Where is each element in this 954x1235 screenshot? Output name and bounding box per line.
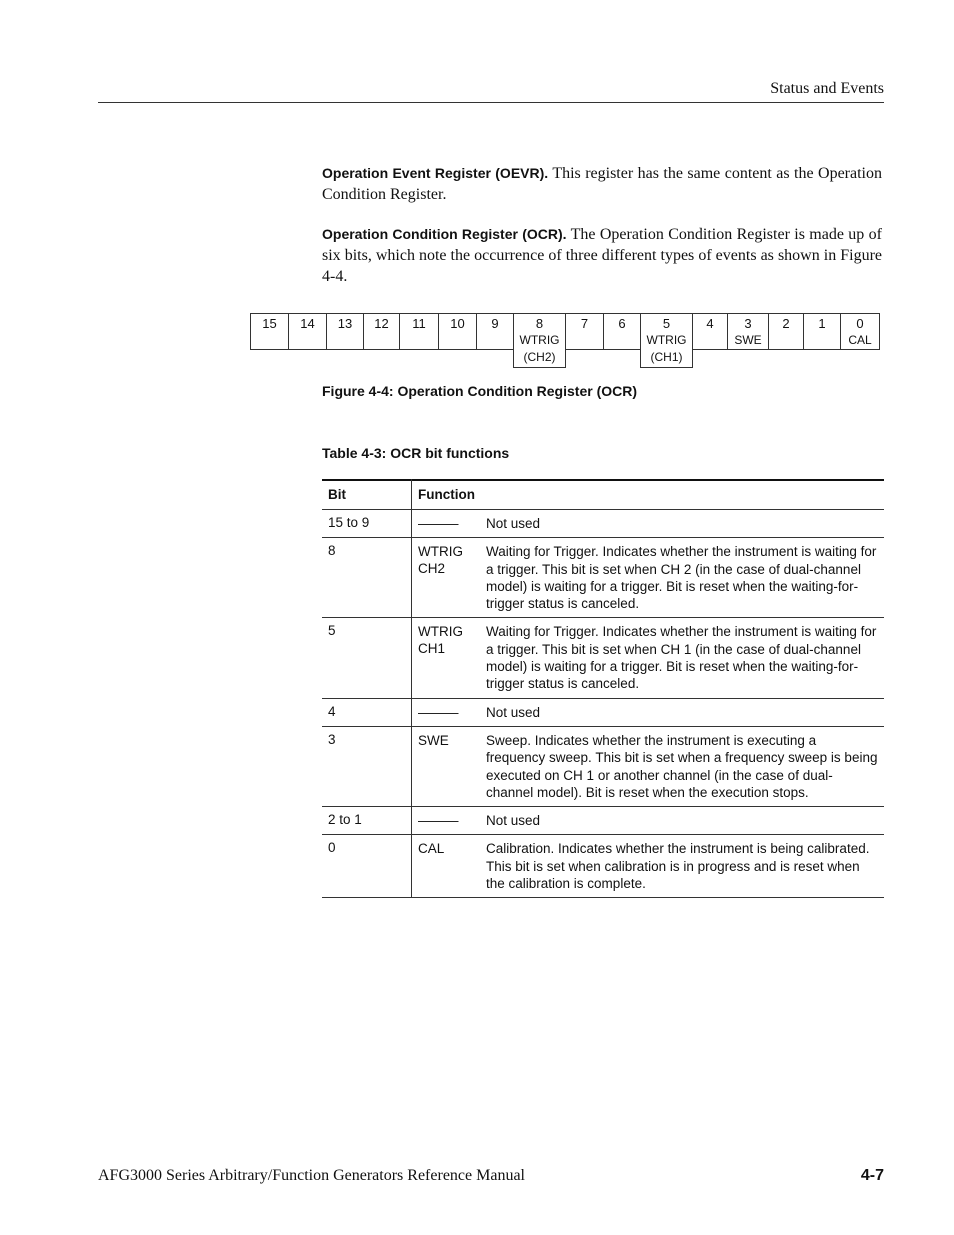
table-row xyxy=(322,538,884,618)
bit-number: 4 xyxy=(706,316,714,331)
bit-number: 13 xyxy=(337,316,353,331)
bit-number: 9 xyxy=(491,316,499,331)
paragraph-body: The Operation Condition Register is made up of six bits, which note the occurrence of three different types of events as shown in Figure 4-4. xyxy=(322,226,882,285)
bit-channel: (CH2) xyxy=(523,350,556,364)
function-description-cell: Waiting for Trigger. Indicates whether the instrument is waiting for a trigger. This bit is set when CH 1 (in the case of dual-channel model) is waiting for a trigger. Bit is reset when the waiting-for-trigger status is canceled. xyxy=(486,624,877,692)
bit-name: SWE xyxy=(734,333,762,347)
register-bit-9 xyxy=(476,313,514,350)
bit-number: 15 xyxy=(262,316,277,331)
table-caption: Table 4-3: OCR bit functions xyxy=(322,445,510,461)
table-row xyxy=(322,727,884,807)
register-bit-0 xyxy=(840,313,880,350)
register-bit-2 xyxy=(768,313,804,350)
column-divider xyxy=(411,479,412,898)
register-bit-3 xyxy=(727,313,769,350)
function-description-cell: Calibration. Indicates whether the instrument is being calibrated. This bit is set when calibration is in progress and is reset when the calibration is complete. xyxy=(486,841,870,892)
bit-number: 2 xyxy=(782,316,790,331)
table-row xyxy=(322,835,884,898)
function-name-cell: SWE xyxy=(418,732,449,748)
function-description-cell: Not used xyxy=(486,704,541,720)
register-bit-14 xyxy=(288,313,327,350)
function-description-cell: Waiting for Trigger. Indicates whether the instrument is waiting for a trigger. This bit is set when CH 2 (in the case of dual-channel model) is waiting for a trigger. Bit is reset when the waiting-for-trigger status is canceled. xyxy=(486,544,877,612)
function-name-cell: WTRIG CH1 xyxy=(418,624,463,657)
register-bit-15 xyxy=(250,313,289,350)
register-bit-12 xyxy=(363,313,400,350)
function-name-cell: CAL xyxy=(418,841,445,857)
bit-number: 6 xyxy=(618,316,626,331)
bit-number: 0 xyxy=(856,316,864,331)
function-name-cell: ——— xyxy=(418,813,459,829)
register-bit-4 xyxy=(692,313,728,350)
page-number: 4-7 xyxy=(860,1167,884,1184)
bit-name: WTRIG xyxy=(519,333,560,347)
register-bit-10 xyxy=(438,313,477,350)
bit-cell: 15 to 9 xyxy=(328,515,370,530)
header-section: Status and Events xyxy=(770,80,884,97)
bit-cell: 4 xyxy=(328,703,336,719)
table-row xyxy=(322,618,884,698)
bit-number: 14 xyxy=(300,316,315,331)
register-bit-13 xyxy=(326,313,364,350)
table-row xyxy=(322,699,884,727)
header-rule xyxy=(98,102,884,103)
function-name-cell: ——— xyxy=(418,704,459,720)
register-bit-1 xyxy=(803,313,841,350)
bit-number: 3 xyxy=(744,316,752,331)
bit-number: 5 xyxy=(662,316,671,331)
register-bit-5 xyxy=(640,313,693,368)
paragraph-ocr xyxy=(322,224,882,287)
figure-caption: Figure 4-4: Operation Condition Register (OCR) xyxy=(322,383,638,399)
bit-cell: 8 xyxy=(328,543,336,559)
bit-number: 10 xyxy=(450,316,465,331)
bit-number: 11 xyxy=(412,316,426,331)
table-row xyxy=(322,807,884,835)
bit-channel: (CH1) xyxy=(650,350,683,364)
column-header-function: Function xyxy=(418,487,475,502)
paragraph-oevr xyxy=(322,163,882,205)
register-diagram xyxy=(250,313,880,369)
bit-cell: 5 xyxy=(328,623,336,639)
register-bit-8 xyxy=(513,313,566,368)
bit-cell: 3 xyxy=(328,731,336,747)
register-bit-6 xyxy=(603,313,641,350)
register-bit-7 xyxy=(565,313,604,350)
bit-name: WTRIG xyxy=(646,333,687,347)
bit-number: 12 xyxy=(374,316,389,331)
bit-number: 1 xyxy=(818,316,826,331)
function-name-cell: WTRIG CH2 xyxy=(418,544,463,577)
table-row xyxy=(322,510,884,538)
function-description-cell: Not used xyxy=(486,516,541,531)
function-name-cell: ——— xyxy=(418,516,459,531)
paragraph-lead: Operation Event Register (OEVR). xyxy=(322,165,549,181)
register-bit-11 xyxy=(399,313,439,350)
ocr-bit-table xyxy=(322,479,884,898)
bit-cell: 0 xyxy=(328,840,336,856)
column-header-bit: Bit xyxy=(328,487,346,502)
function-description-cell: Sweep. Indicates whether the instrument is executing a frequency sweep. This bit is set when a frequency sweep is being executed on CH 1 or another channel (in the case of dual-channel model). Bit is reset when the execution stops. xyxy=(486,732,878,800)
bit-number: 8 xyxy=(535,316,544,331)
function-description-cell: Not used xyxy=(486,813,541,829)
bit-name: CAL xyxy=(848,333,872,347)
bit-number: 7 xyxy=(580,316,589,331)
table-header xyxy=(322,479,884,510)
footer-title: AFG3000 Series Arbitrary/Function Generators Reference Manual xyxy=(98,1167,525,1184)
bit-cell: 2 to 1 xyxy=(328,812,362,828)
paragraph-lead: Operation Condition Register (OCR). xyxy=(322,226,567,242)
paragraph-body: This register has the same content as the Operation Condition Register. xyxy=(322,165,882,203)
